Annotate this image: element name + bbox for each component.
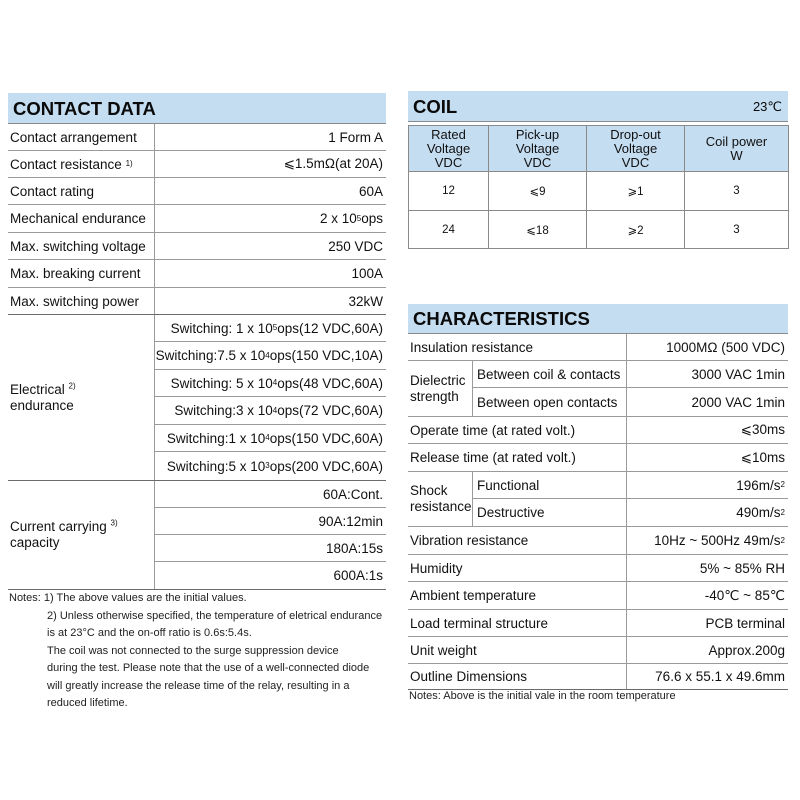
row-label: Outline Dimensions bbox=[410, 669, 528, 684]
row-value: 1 Form A bbox=[328, 129, 383, 145]
note-line: The coil was not connected to the surge suppression device bbox=[47, 644, 339, 657]
row-value: PCB terminal bbox=[705, 615, 785, 631]
char-row-vibration bbox=[408, 527, 788, 555]
char-row-dimensions bbox=[408, 664, 788, 690]
coil-col-power: Coil power W bbox=[685, 126, 789, 172]
contact-row-switching-voltage bbox=[8, 233, 386, 260]
coil-col-pickup: Pick-up Voltage VDC bbox=[489, 126, 587, 172]
contact-notes bbox=[9, 590, 389, 713]
row-value: 76.6 x 55.1 x 49.6mm bbox=[655, 669, 785, 684]
char-group-shock bbox=[408, 472, 788, 527]
coil-table bbox=[408, 125, 789, 249]
row-label: Insulation resistance bbox=[410, 339, 534, 355]
coil-temperature: 23℃ bbox=[752, 99, 782, 114]
contact-row-switching-power bbox=[8, 288, 386, 315]
shock-sub-row: Destructive 490m/s 2 bbox=[477, 505, 785, 520]
carrying-item: 60A:Cont. bbox=[155, 481, 386, 508]
coil-header bbox=[408, 91, 788, 122]
coil-section bbox=[408, 91, 788, 249]
coil-cell: 24 bbox=[409, 211, 489, 249]
coil-title: COIL bbox=[413, 96, 458, 117]
coil-cell: 3 bbox=[685, 172, 789, 211]
char-group-dielectric bbox=[408, 361, 788, 417]
row-value: 2 x 10 5 ops bbox=[319, 211, 383, 226]
contact-data-title: CONTACT DATA bbox=[13, 98, 156, 119]
dielectric-label: Dielectric strength bbox=[410, 372, 466, 404]
note-line: is at 23°C and the on-off ratio is 0.6s:5.4s. bbox=[47, 627, 252, 639]
row-label: Contact rating bbox=[10, 183, 95, 199]
electrical-item: Switching:7.5 x 10 4 ops(150 VDC,10A) bbox=[155, 342, 386, 370]
row-value: 250 VDC bbox=[328, 238, 383, 254]
coil-col-dropout: Drop-out Voltage VDC bbox=[587, 126, 685, 172]
char-row-terminal bbox=[408, 610, 788, 637]
electrical-item: Switching:3 x 10 4 ops(72 VDC,60A) bbox=[155, 397, 386, 425]
shock-sub-row: Functional 196m/s 2 bbox=[473, 472, 788, 499]
char-row-release bbox=[408, 444, 788, 472]
row-label: Release time (at rated volt.) bbox=[410, 450, 576, 465]
row-label: Humidity bbox=[410, 560, 463, 576]
coil-cell: ⩽18 bbox=[489, 211, 587, 249]
char-row-insulation bbox=[408, 334, 788, 361]
contact-row-rating bbox=[8, 178, 386, 205]
current-carrying-label: Current carrying $^{3)}$ capacity bbox=[10, 518, 118, 550]
dielectric-sub-row: Between coil & contacts 3000 VAC 1min bbox=[473, 361, 788, 388]
row-value: 5% ~ 85% RH bbox=[699, 560, 785, 576]
contact-data-section bbox=[8, 93, 386, 590]
row-label: Operate time (at rated volt.) bbox=[410, 422, 576, 438]
shock-label: Shock resistance bbox=[410, 483, 472, 514]
row-value: ⩽10ms bbox=[740, 449, 785, 465]
row-label: Max. breaking current bbox=[10, 266, 141, 281]
row-label: Ambient temperature bbox=[410, 588, 537, 603]
characteristics-note: Notes: Above is the initial vale in the room temperature bbox=[409, 690, 676, 702]
row-label: Contact arrangement bbox=[10, 129, 137, 145]
characteristics-title: CHARACTERISTICS bbox=[413, 308, 590, 329]
note-line: reduced lifetime. bbox=[47, 697, 128, 709]
electrical-item: Switching: 1 x 10 5 ops(12 VDC,60A) bbox=[155, 315, 386, 342]
dielectric-sub-row: Between open contacts 2000 VAC 1min bbox=[477, 394, 785, 410]
coil-cell: ⩾1 bbox=[587, 172, 685, 211]
row-label: Unit weight bbox=[410, 642, 477, 658]
row-value: -40℃ ~ 85℃ bbox=[704, 587, 785, 603]
electrical-endurance-group bbox=[8, 315, 386, 481]
row-label: Contact resistance 1) bbox=[10, 156, 133, 172]
note-line: will greatly increase the release time of the relay, resulting in a bbox=[47, 679, 350, 692]
electrical-endurance-label: Electrical $^{2)}$ endurance bbox=[10, 381, 76, 413]
contact-row-resistance bbox=[8, 151, 386, 178]
char-row-ambient bbox=[408, 582, 788, 610]
coil-cell: ⩾2 bbox=[587, 211, 685, 249]
characteristics-section bbox=[408, 304, 788, 690]
coil-cell: 3 bbox=[685, 211, 789, 249]
contact-data-header bbox=[8, 93, 386, 124]
electrical-item: Switching:1 x 10 4 ops(150 VDC,60A) bbox=[155, 425, 386, 452]
contact-row-arrangement bbox=[8, 124, 386, 151]
note-line: during the test. Please note that the use of a well-connected diode bbox=[47, 662, 370, 674]
row-value: Approx.200g bbox=[708, 642, 785, 658]
row-value: 60A bbox=[358, 183, 383, 199]
row-label: Load terminal structure bbox=[410, 615, 549, 631]
electrical-item: Switching: 5 x 10 4 ops(48 VDC,60A) bbox=[155, 370, 386, 397]
coil-cell: 12 bbox=[409, 172, 489, 211]
characteristics-header bbox=[408, 304, 788, 334]
row-value: 100A bbox=[351, 266, 383, 281]
char-row-operate bbox=[408, 417, 788, 444]
note-line: Notes: 1) The above values are the initial values. bbox=[9, 592, 247, 604]
row-label: Vibration resistance bbox=[410, 533, 529, 548]
char-row-humidity bbox=[408, 555, 788, 582]
carrying-item: 180A:15s bbox=[155, 535, 386, 562]
coil-row bbox=[409, 211, 789, 249]
row-value: ⩽30ms bbox=[740, 422, 785, 437]
row-value: 32kW bbox=[348, 293, 383, 309]
coil-cell: ⩽9 bbox=[489, 172, 587, 211]
contact-row-mechanical bbox=[8, 205, 386, 233]
row-value: ⩽1.5mΩ(at 20A) bbox=[283, 156, 383, 171]
row-value: 1000MΩ (500 VDC) bbox=[666, 339, 785, 355]
electrical-item: Switching:5 x 10 3 ops(200 VDC,60A) bbox=[166, 458, 383, 474]
carrying-item: 600A:1s bbox=[333, 568, 383, 583]
contact-row-breaking-current bbox=[8, 260, 386, 288]
current-carrying-group bbox=[8, 481, 386, 590]
coil-row bbox=[409, 172, 789, 211]
row-label: Max. switching voltage bbox=[10, 238, 146, 254]
note-line: 2) Unless otherwise specified, the temperature of eletrical endurance bbox=[47, 609, 383, 622]
coil-col-rated: Rated Voltage VDC bbox=[409, 126, 489, 172]
coil-header-row bbox=[409, 126, 789, 172]
row-label: Max. switching power bbox=[10, 293, 140, 309]
carrying-item: 90A:12min bbox=[155, 508, 386, 535]
row-label: Mechanical endurance bbox=[10, 211, 146, 226]
char-row-weight bbox=[408, 637, 788, 664]
row-value: 10Hz ~ 500Hz 49m/s 2 bbox=[654, 533, 785, 548]
